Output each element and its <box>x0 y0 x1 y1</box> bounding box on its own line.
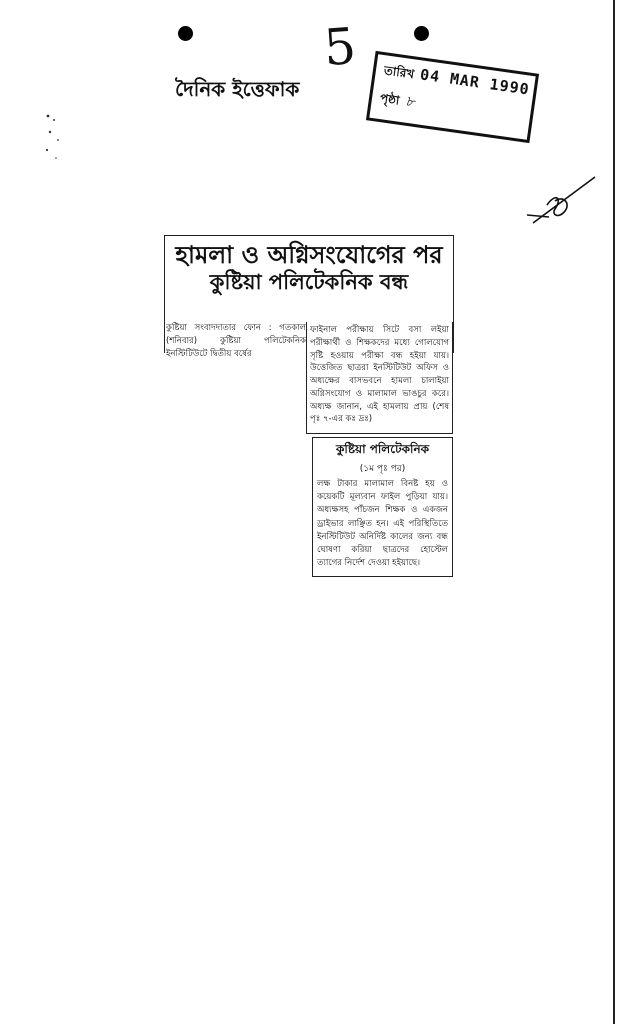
punch-hole-right <box>414 26 429 41</box>
article-body-left-column: কুষ্টিয়া সংবাদদাতার ফোন : গতকাল (শনিবার) কুষ্টিয়া পলিটেকনিক ইনস্টিটিউটে দ্বিতীয় বর্ষের <box>166 323 306 359</box>
punch-hole-left <box>178 26 193 41</box>
handwritten-page-number: 5 <box>322 16 358 78</box>
continuation-clipping <box>312 437 453 577</box>
stamp-page-label: পৃষ্ঠা <box>379 91 401 108</box>
newspaper-name: দৈনিক ইত্তেফাক <box>175 77 300 101</box>
article-headline <box>165 236 453 294</box>
article-jump-note: (শেষ পৃঃ ৭-এর কঃ দ্রঃ) <box>310 401 450 425</box>
stamp-date-value: 04 MAR 1990 <box>419 65 531 99</box>
stamp-page-value: ৮ <box>404 93 416 111</box>
headline-line-1: হামলা ও অগ্নিসংযোগের পর <box>175 241 443 269</box>
date-stamp <box>366 51 539 143</box>
article-body-right-column <box>306 322 453 434</box>
continuation-subtitle: (১ম পৃঃ পর) <box>359 464 406 474</box>
stamp-date-label: তারিখ <box>383 63 416 82</box>
handwritten-initial-mark <box>525 175 605 235</box>
continuation-title: কুষ্টিয়া পলিটেকনিক <box>335 442 429 456</box>
page-edge-line <box>613 0 615 1024</box>
continuation-body: লক্ষ টাকার মালামাল বিনষ্ট হয় ও কয়েকটি মূল্যবান ফাইল পুড়িয়া যায়। অধ্যক্ষসহ পাঁচজন শিক্ষক ও একজন ড্রাইভার লাঞ্ছিত হন। এই পরিস্থিতিতে ইনস্টিটিউট অনির্দিষ্ট কালের জন্য বন্ধ ঘোষণা করিয়া ছাত্রদের হোস্টেল ত্যাগের নির্দেশ দেওয়া হইয়াছে। <box>317 479 448 569</box>
scan-speckle-marks <box>42 110 72 170</box>
headline-line-2: কুষ্টিয়া পলিটেকনিক বন্ধ <box>209 269 409 294</box>
article-body-right-text: ফাইনাল পরীক্ষায় সিটে বসা লইয়া পরীক্ষার্থী ও শিক্ষকদের মধ্যে গোলযোগ সৃষ্টি হওয়ায় পরীক্ষা বন্ধ হইয়া যায়। উত্তেজিত ছাত্ররা ইনস্টিটিউট অফিস ও অধ্যক্ষের বাসভবনে হামলা চালাইয়া অগ্নিসংযোগ ও মালামাল ভাঙচুর করে। অধ্যক্ষ জানান, এই হামলায় প্রায় <box>310 325 449 412</box>
